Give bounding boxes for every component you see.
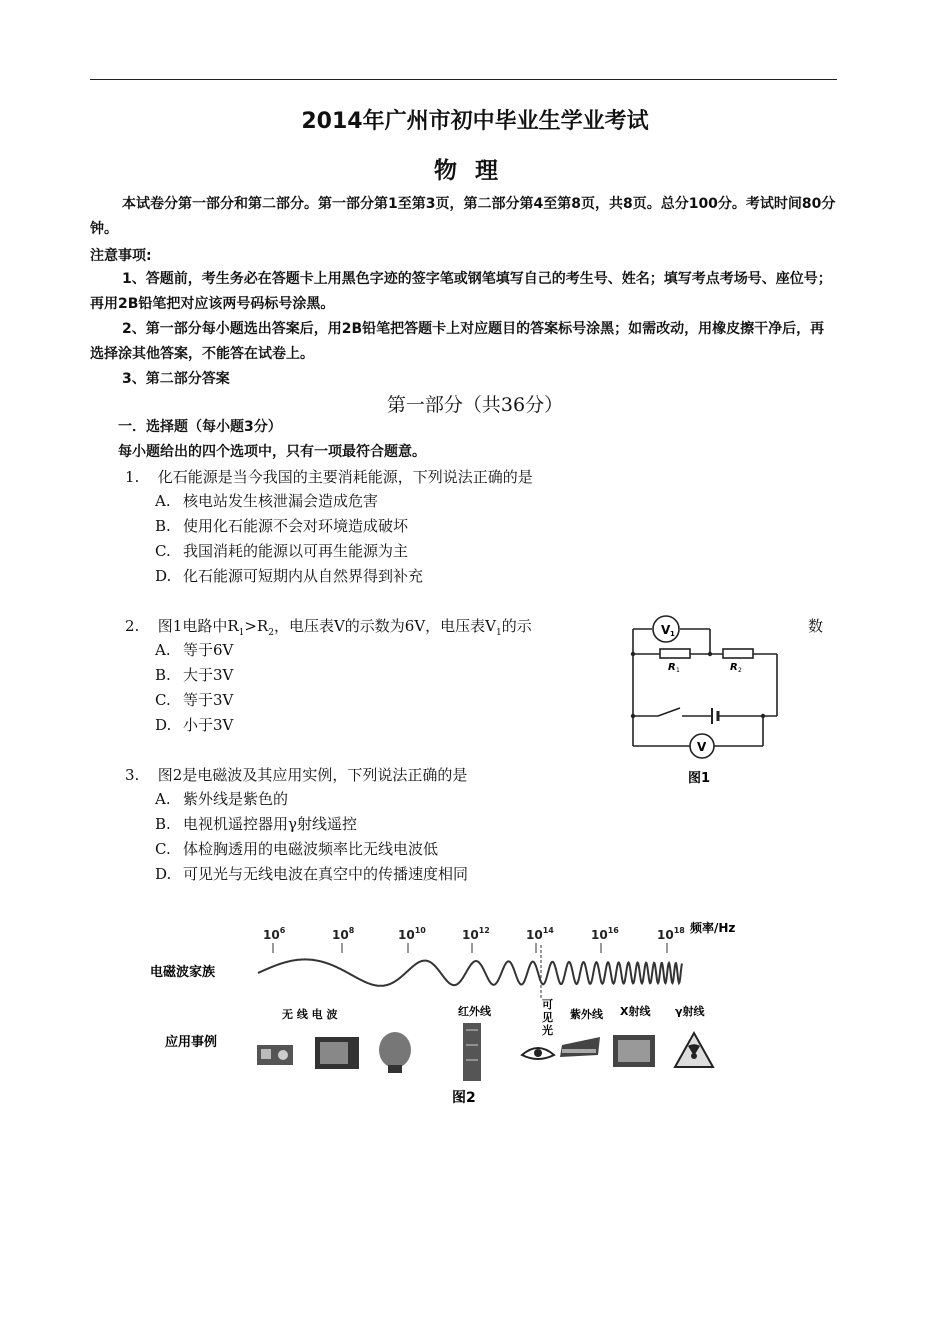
option-text: 我国消耗的能源以可再生能源为主	[183, 542, 409, 560]
figure-2-caption: 图2	[452, 1090, 476, 1106]
notice-item-2: 2、第一部分每小题选出答案后，用2B铅笔把答题卡上对应题目的答案标号涂黑；如需改动，用橡皮擦干净后，再选择涂其他答案，不能答在试卷上。	[90, 321, 825, 362]
option-text: 大于3V	[183, 666, 234, 684]
eye-example-icon	[522, 1048, 554, 1059]
question-number: 2.	[125, 617, 140, 635]
q1-option-c[interactable]	[155, 540, 408, 561]
option-label: B.	[155, 815, 171, 833]
satellite-dish-icon	[379, 1032, 411, 1073]
section-note: 每小题给出的四个选项中，只有一项最符合题意。	[118, 444, 426, 460]
top-rule	[90, 79, 837, 80]
resistor-r2	[723, 649, 753, 658]
freq-tick-label: $10^{16}$	[591, 926, 619, 942]
question-text: 化石能源是当今我国的主要消耗能源，下列说法正确的是	[157, 468, 533, 486]
option-text: 核电站发生核泄漏会造成危害	[183, 492, 379, 510]
option-label: A.	[155, 641, 171, 659]
band-visible	[542, 997, 553, 1037]
question-number: 1.	[125, 468, 140, 486]
q3-option-a[interactable]	[155, 788, 288, 809]
band-uv: 紫外线	[570, 1008, 603, 1021]
notice-item-3: 3、第二部分答案	[122, 371, 230, 387]
band-infrared: 红外线	[458, 1005, 491, 1018]
svg-text:可见光: 可见光	[542, 998, 553, 1037]
svg-text:1: 1	[676, 667, 680, 674]
part1-heading: 第一部分（共36分）	[386, 394, 564, 416]
q3-option-b[interactable]	[155, 813, 357, 834]
freq-tick-label: $10^6$	[263, 926, 286, 942]
svg-text:R: R	[730, 662, 738, 673]
freq-tick-label: $10^{12}$	[462, 926, 490, 942]
figure-2-spectrum	[130, 905, 770, 1115]
band-gamma: γ射线	[675, 1005, 705, 1018]
option-label: D.	[155, 567, 172, 585]
q2-option-a[interactable]	[155, 639, 233, 660]
option-text: 小于3V	[183, 716, 234, 734]
q2-option-c[interactable]	[155, 689, 233, 710]
option-label: C.	[155, 542, 171, 560]
option-label: D.	[155, 716, 172, 734]
freq-tick-label: $10^{14}$	[526, 926, 554, 942]
freq-tick-label: $10^{10}$	[398, 926, 426, 942]
notice-item-1: 1、答题前，考生务必在答题卡上用黑色字迹的签字笔或钢笔填写自己的考生号、姓名；填写考点考场号、座位号；再用2B铅笔把对应该两号码标号涂黑。	[90, 271, 832, 312]
band-radio: 无 线 电 波	[282, 1008, 338, 1021]
intro-paragraph: 本试卷分第一部分和第二部分。第一部分第1至第3页，第二部分第4至第8页，共8页。总分100分。考试时间80分钟。	[90, 196, 836, 237]
section-heading: 一．选择题（每小题3分）	[118, 419, 282, 435]
svg-text:1: 1	[670, 630, 675, 638]
svg-text:2: 2	[738, 667, 742, 674]
question-2-tail: 数	[808, 617, 824, 635]
q1-option-a[interactable]	[155, 490, 378, 511]
freq-tick-label: $10^{18}$	[657, 926, 685, 942]
freq-unit-label: 频率/Hz	[690, 921, 736, 935]
xray-example-icon	[613, 1035, 655, 1067]
figure-1-caption: 图1	[688, 771, 711, 786]
question-text: 图2是电磁波及其应用实例，下列说法正确的是	[157, 766, 468, 784]
q1-option-d[interactable]	[155, 565, 423, 586]
question-1-stem	[125, 465, 533, 490]
q3-option-d[interactable]	[155, 863, 468, 884]
option-label: C.	[155, 840, 171, 858]
uv-example-icon	[560, 1037, 600, 1057]
radiation-warning-icon	[675, 1033, 713, 1067]
option-text: 等于3V	[183, 691, 234, 709]
row-label-apps: 应用事例	[165, 1035, 218, 1050]
resistor-r1	[660, 649, 690, 658]
option-text: 化石能源可短期内从自然界得到补充	[183, 567, 424, 585]
option-label: A.	[155, 790, 171, 808]
infrared-example-icon	[463, 1023, 481, 1081]
notice-heading: 注意事项:	[90, 248, 152, 264]
q2-option-d[interactable]	[155, 714, 233, 735]
radio-example-icon	[257, 1045, 293, 1065]
option-text: 使用化石能源不会对环境造成破坏	[183, 517, 409, 535]
question-number: 3.	[125, 766, 140, 784]
option-label: A.	[155, 492, 171, 510]
freq-tick-label: $10^8$	[332, 926, 355, 942]
option-text: 电视机遥控器用γ射线遥控	[183, 815, 357, 833]
option-label: B.	[155, 666, 171, 684]
row-label-wave: 电磁波家族	[150, 965, 216, 980]
svg-text:V: V	[661, 623, 671, 637]
band-xray: X射线	[620, 1005, 651, 1018]
subject-title: 物理	[434, 158, 516, 184]
q1-option-b[interactable]	[155, 515, 408, 536]
tv-example-icon	[315, 1037, 359, 1069]
em-wave	[258, 959, 682, 985]
exam-title: 2014年广州市初中毕业生学业考试	[301, 109, 649, 134]
svg-text:R: R	[668, 662, 676, 673]
option-label: C.	[155, 691, 171, 709]
figure-1-circuit	[620, 612, 790, 792]
option-text: 体检胸透用的电磁波频率比无线电波低	[183, 840, 439, 858]
svg-text:V: V	[697, 740, 707, 754]
option-text: 紫外线是紫色的	[183, 790, 289, 808]
question-3-stem	[125, 763, 467, 788]
q2-option-b[interactable]	[155, 664, 233, 685]
question-text: 图1电路中$R_1>R_2$，电压表V的示数为6V，电压表$V_1$的示	[157, 617, 532, 638]
option-label: D.	[155, 865, 172, 883]
option-text: 等于6V	[183, 641, 234, 659]
option-text: 可见光与无线电波在真空中的传播速度相同	[183, 865, 469, 883]
q3-option-c[interactable]	[155, 838, 438, 859]
option-label: B.	[155, 517, 171, 535]
